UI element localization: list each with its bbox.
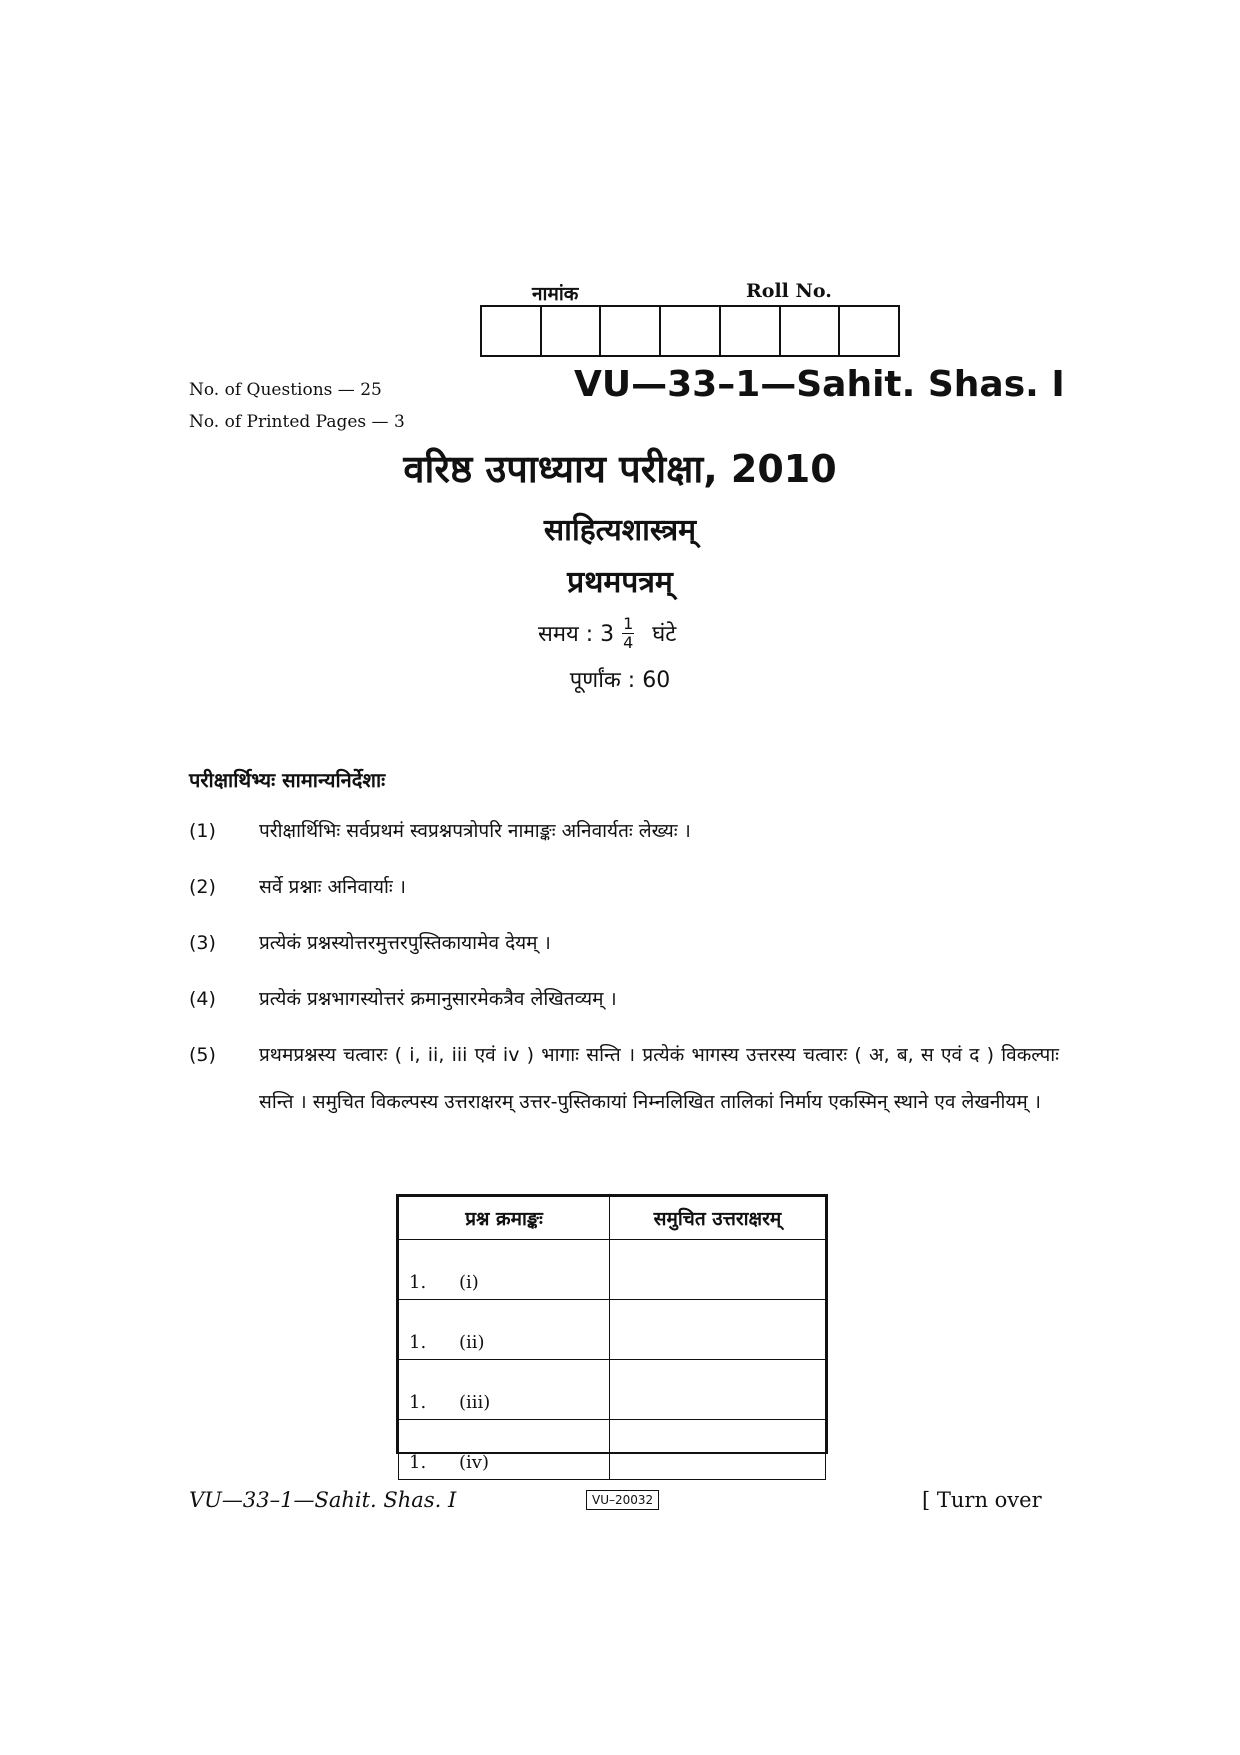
time-fraction-numerator: 1 — [623, 613, 634, 633]
question-count: No. of Questions — 25 — [189, 380, 382, 400]
page-count: No. of Printed Pages — 3 — [189, 412, 405, 432]
roll-digit-box[interactable] — [601, 307, 661, 355]
question-cell — [399, 1240, 610, 1300]
question-cell — [399, 1420, 610, 1480]
roll-digit-box[interactable] — [542, 307, 602, 355]
instruction-text: परीक्षार्थिभिः सर्वप्रथमं स्वप्रश्नपत्रोपरि नामाङ्कः अनिवार्यतः लेख्यः । — [259, 820, 691, 842]
question-part: (iv) — [459, 1452, 489, 1473]
question-cell — [399, 1360, 610, 1420]
turn-over-note: [ Turn over — [922, 1488, 1042, 1512]
answer-table — [396, 1194, 828, 1473]
table-row — [399, 1420, 826, 1480]
time-label: समय : 3 — [538, 622, 615, 647]
subject-title: साहित्यशास्त्रम् — [543, 513, 697, 548]
time-fraction-denominator: 4 — [623, 632, 634, 652]
instruction-text: प्रत्येकं प्रश्नस्योत्तरमुत्तरपुस्तिकायामेव देयम् । — [259, 932, 551, 954]
instruction-number: (3) — [189, 932, 216, 954]
instruction-number: (1) — [189, 820, 216, 842]
roll-number-labels — [480, 280, 910, 304]
roll-label-hindi: नामांक — [532, 283, 579, 305]
full-marks: पूर्णांक : 60 — [569, 668, 671, 693]
instruction-number: (2) — [189, 876, 216, 898]
question-part: (iii) — [459, 1392, 491, 1413]
footer-paper-code: VU—33–1—Sahit. Shas. I — [189, 1488, 457, 1512]
roll-digit-box[interactable] — [781, 307, 841, 355]
question-part: (ii) — [459, 1332, 485, 1353]
instruction-number: (5) — [189, 1044, 216, 1066]
instruction-text: सर्वे प्रश्नाः अनिवार्याः । — [259, 876, 406, 898]
paper-title: प्रथमपत्रम् — [567, 565, 673, 600]
question-number: 1. — [409, 1272, 427, 1293]
question-number: 1. — [409, 1332, 427, 1353]
roll-number-boxes — [480, 305, 900, 357]
question-cell — [399, 1300, 610, 1360]
paper-code: VU—33–1—Sahit. Shas. I — [574, 364, 1065, 405]
roll-digit-box[interactable] — [721, 307, 781, 355]
answer-cell[interactable] — [610, 1240, 826, 1300]
table-header-question: प्रश्न क्रमाङ्कः — [399, 1197, 610, 1240]
answer-cell[interactable] — [610, 1420, 826, 1480]
time-unit: घंटे — [652, 622, 677, 647]
instruction-number: (4) — [189, 988, 216, 1010]
roll-digit-box[interactable] — [661, 307, 721, 355]
table-header-answer: समुचित उत्तराक्षरम् — [610, 1197, 826, 1240]
time-fraction — [622, 615, 634, 652]
roll-digit-box[interactable] — [482, 307, 542, 355]
table-row — [399, 1360, 826, 1420]
question-part: (i) — [459, 1272, 479, 1293]
exam-title: वरिष्ठ उपाध्याय परीक्षा, 2010 — [403, 447, 837, 491]
answer-cell[interactable] — [610, 1300, 826, 1360]
time-allowed — [538, 608, 758, 658]
roll-label-english: Roll No. — [746, 280, 832, 302]
instruction-text: प्रथमप्रश्नस्य चत्वारः ( i, ii, iii एवं iv ) भागाः सन्ति । प्रत्येकं भागस्य उत्तरस्य चत्वारः ( अ, ब, स एवं द ) विकल्पाः सन्ति । समुचित विकल्पस्य उत्तराक्षरम् उत्तर-पुस्तिकायां निम्नलिखित तालिकां निर्माय एकस्मिन् स्थाने एव लेखनीयम् । — [259, 1044, 1059, 1113]
answer-cell[interactable] — [610, 1360, 826, 1420]
roll-digit-box[interactable] — [840, 307, 898, 355]
question-number: 1. — [409, 1392, 427, 1413]
footer-booklet-code: VU–20032 — [586, 1490, 659, 1510]
table-row — [399, 1240, 826, 1300]
question-number: 1. — [409, 1452, 427, 1473]
instruction-text: प्रत्येकं प्रश्नभागस्योत्तरं क्रमानुसारमेकत्रैव लेखितव्यम् । — [259, 988, 617, 1010]
table-row — [399, 1300, 826, 1360]
instructions-heading: परीक्षार्थिभ्यः सामान्यनिर्देशाः — [189, 768, 386, 792]
